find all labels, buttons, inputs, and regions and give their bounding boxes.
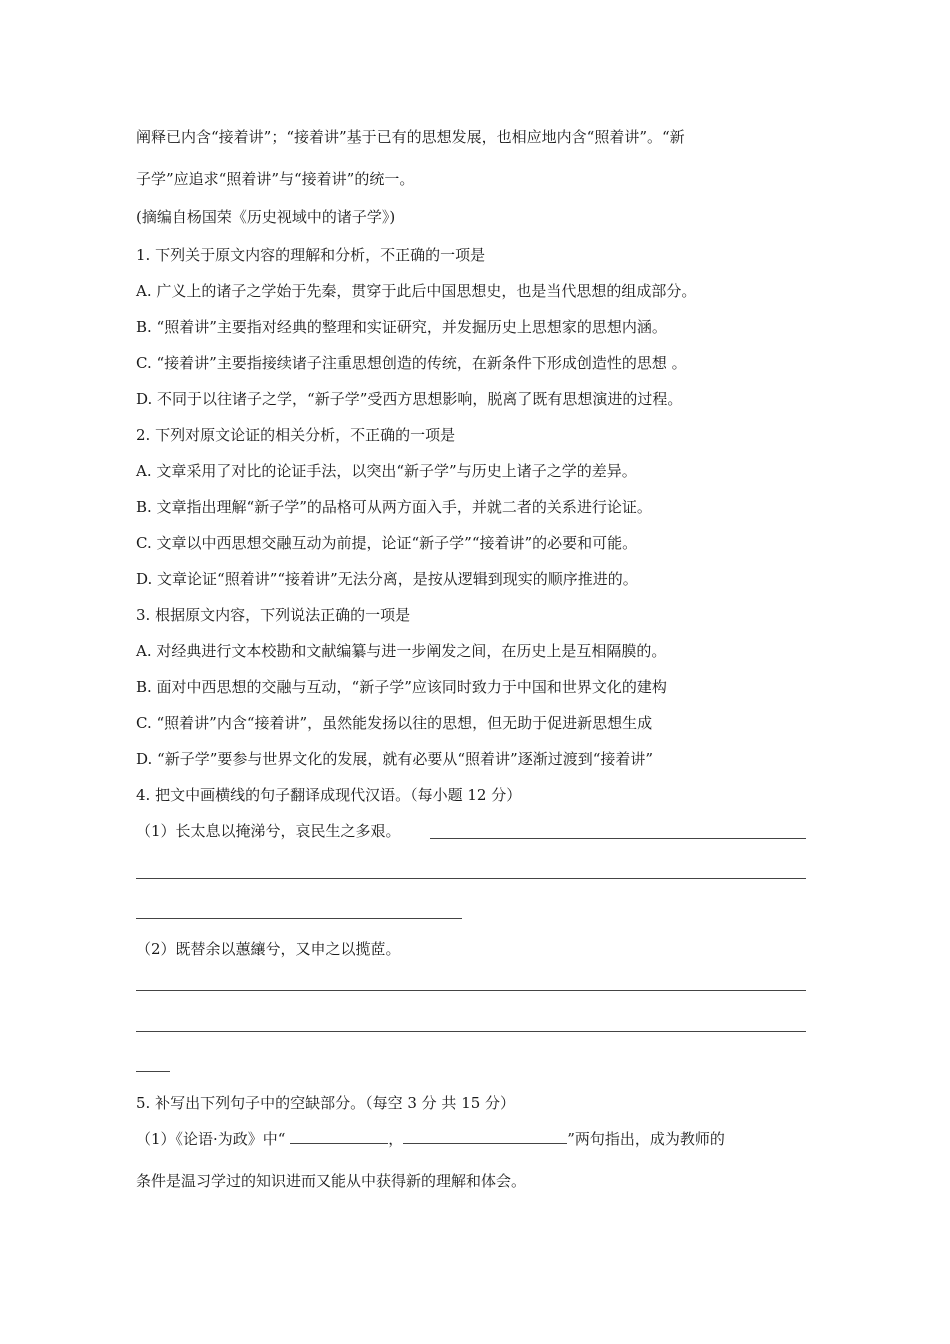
q5-comma: ， bbox=[388, 1130, 404, 1148]
question-4-sentence-1: （1）长太息以掩涕兮，哀民生之多艰。 bbox=[136, 822, 401, 840]
question-1-option-b: B. “照着讲”主要指对经典的整理和实证研究，并发掘历史上思想家的思想内涵。 bbox=[136, 318, 667, 336]
question-3-option-b: B. 面对中西思想的交融与互动，“新子学”应该同时致力于中国和世界文化的建构 bbox=[136, 678, 667, 696]
question-2-option-c: C. 文章以中西思想交融互动为前提，论证“新子学”“接着讲”的必要和可能。 bbox=[136, 534, 638, 552]
answer-line[interactable] bbox=[136, 1071, 170, 1072]
question-5-stem: 5. 补写出下列句子中的空缺部分。（每空 3 分 共 15 分） bbox=[136, 1094, 516, 1112]
answer-line[interactable] bbox=[136, 1031, 806, 1032]
intro-line-2: 子学”应追求“照着讲”与“接着讲”的统一。 bbox=[136, 170, 415, 188]
question-5-sentence-1-cont: 条件是温习学过的知识进而又能从中获得新的理解和体会。 bbox=[136, 1172, 527, 1190]
fill-blank-1[interactable] bbox=[290, 1129, 388, 1144]
source-citation: (摘编自杨国荣《历史视域中的诸子学》) bbox=[136, 208, 396, 226]
question-1-option-a: A. 广义上的诸子之学始于先秦，贯穿于此后中国思想史，也是当代思想的组成部分。 bbox=[136, 282, 697, 300]
answer-line[interactable] bbox=[430, 838, 806, 839]
question-1-option-c: C. “接着讲”主要指接续诸子注重思想创造的传统，在新条件下形成创造性的思想 。 bbox=[136, 354, 687, 372]
intro-line-1: 阐释已内含“接着讲”；“接着讲”基于已有的思想发展，也相应地内含“照着讲”。“新 bbox=[136, 128, 685, 146]
answer-line[interactable] bbox=[136, 990, 806, 991]
question-5-sentence-1 bbox=[136, 1128, 725, 1150]
question-4-sentence-2: （2）既替余以蕙纕兮，又申之以揽茝。 bbox=[136, 940, 401, 958]
answer-line[interactable] bbox=[136, 878, 806, 879]
question-1-option-d: D. 不同于以往诸子之学，“新子学”受西方思想影响，脱离了既有思想演进的过程。 bbox=[136, 390, 683, 408]
fill-blank-2[interactable] bbox=[403, 1129, 567, 1144]
question-3-option-d: D. “新子学”要参与世界文化的发展，就有必要从“照着讲”逐渐过渡到“接着讲” bbox=[136, 750, 654, 768]
question-2-option-b: B. 文章指出理解“新子学”的品格可从两方面入手，并就二者的关系进行论证。 bbox=[136, 498, 652, 516]
question-4-stem: 4. 把文中画横线的句子翻译成现代汉语。（每小题 12 分） bbox=[136, 786, 522, 804]
answer-line[interactable] bbox=[136, 918, 462, 919]
question-2-option-a: A. 文章采用了对比的论证手法，以突出“新子学”与历史上诸子之学的差异。 bbox=[136, 462, 637, 480]
question-3-stem: 3. 根据原文内容，下列说法正确的一项是 bbox=[136, 606, 411, 624]
question-2-option-d: D. 文章论证“照着讲”“接着讲”无法分离，是按从逻辑到现实的顺序推进的。 bbox=[136, 570, 638, 588]
question-1-stem: 1. 下列关于原文内容的理解和分析，不正确的一项是 bbox=[136, 246, 486, 264]
question-2-stem: 2. 下列对原文论证的相关分析，不正确的一项是 bbox=[136, 426, 456, 444]
q5-suffix: ”两句指出，成为教师的 bbox=[567, 1130, 725, 1148]
q5-prefix: （1）《论语·为政》中“ bbox=[136, 1130, 291, 1148]
question-3-option-c: C. “照着讲”内含“接着讲”，虽然能发扬以往的思想，但无助于促进新思想生成 bbox=[136, 714, 653, 732]
question-3-option-a: A. 对经典进行文本校勘和文献编纂与进一步阐发之间，在历史上是互相隔膜的。 bbox=[136, 642, 667, 660]
